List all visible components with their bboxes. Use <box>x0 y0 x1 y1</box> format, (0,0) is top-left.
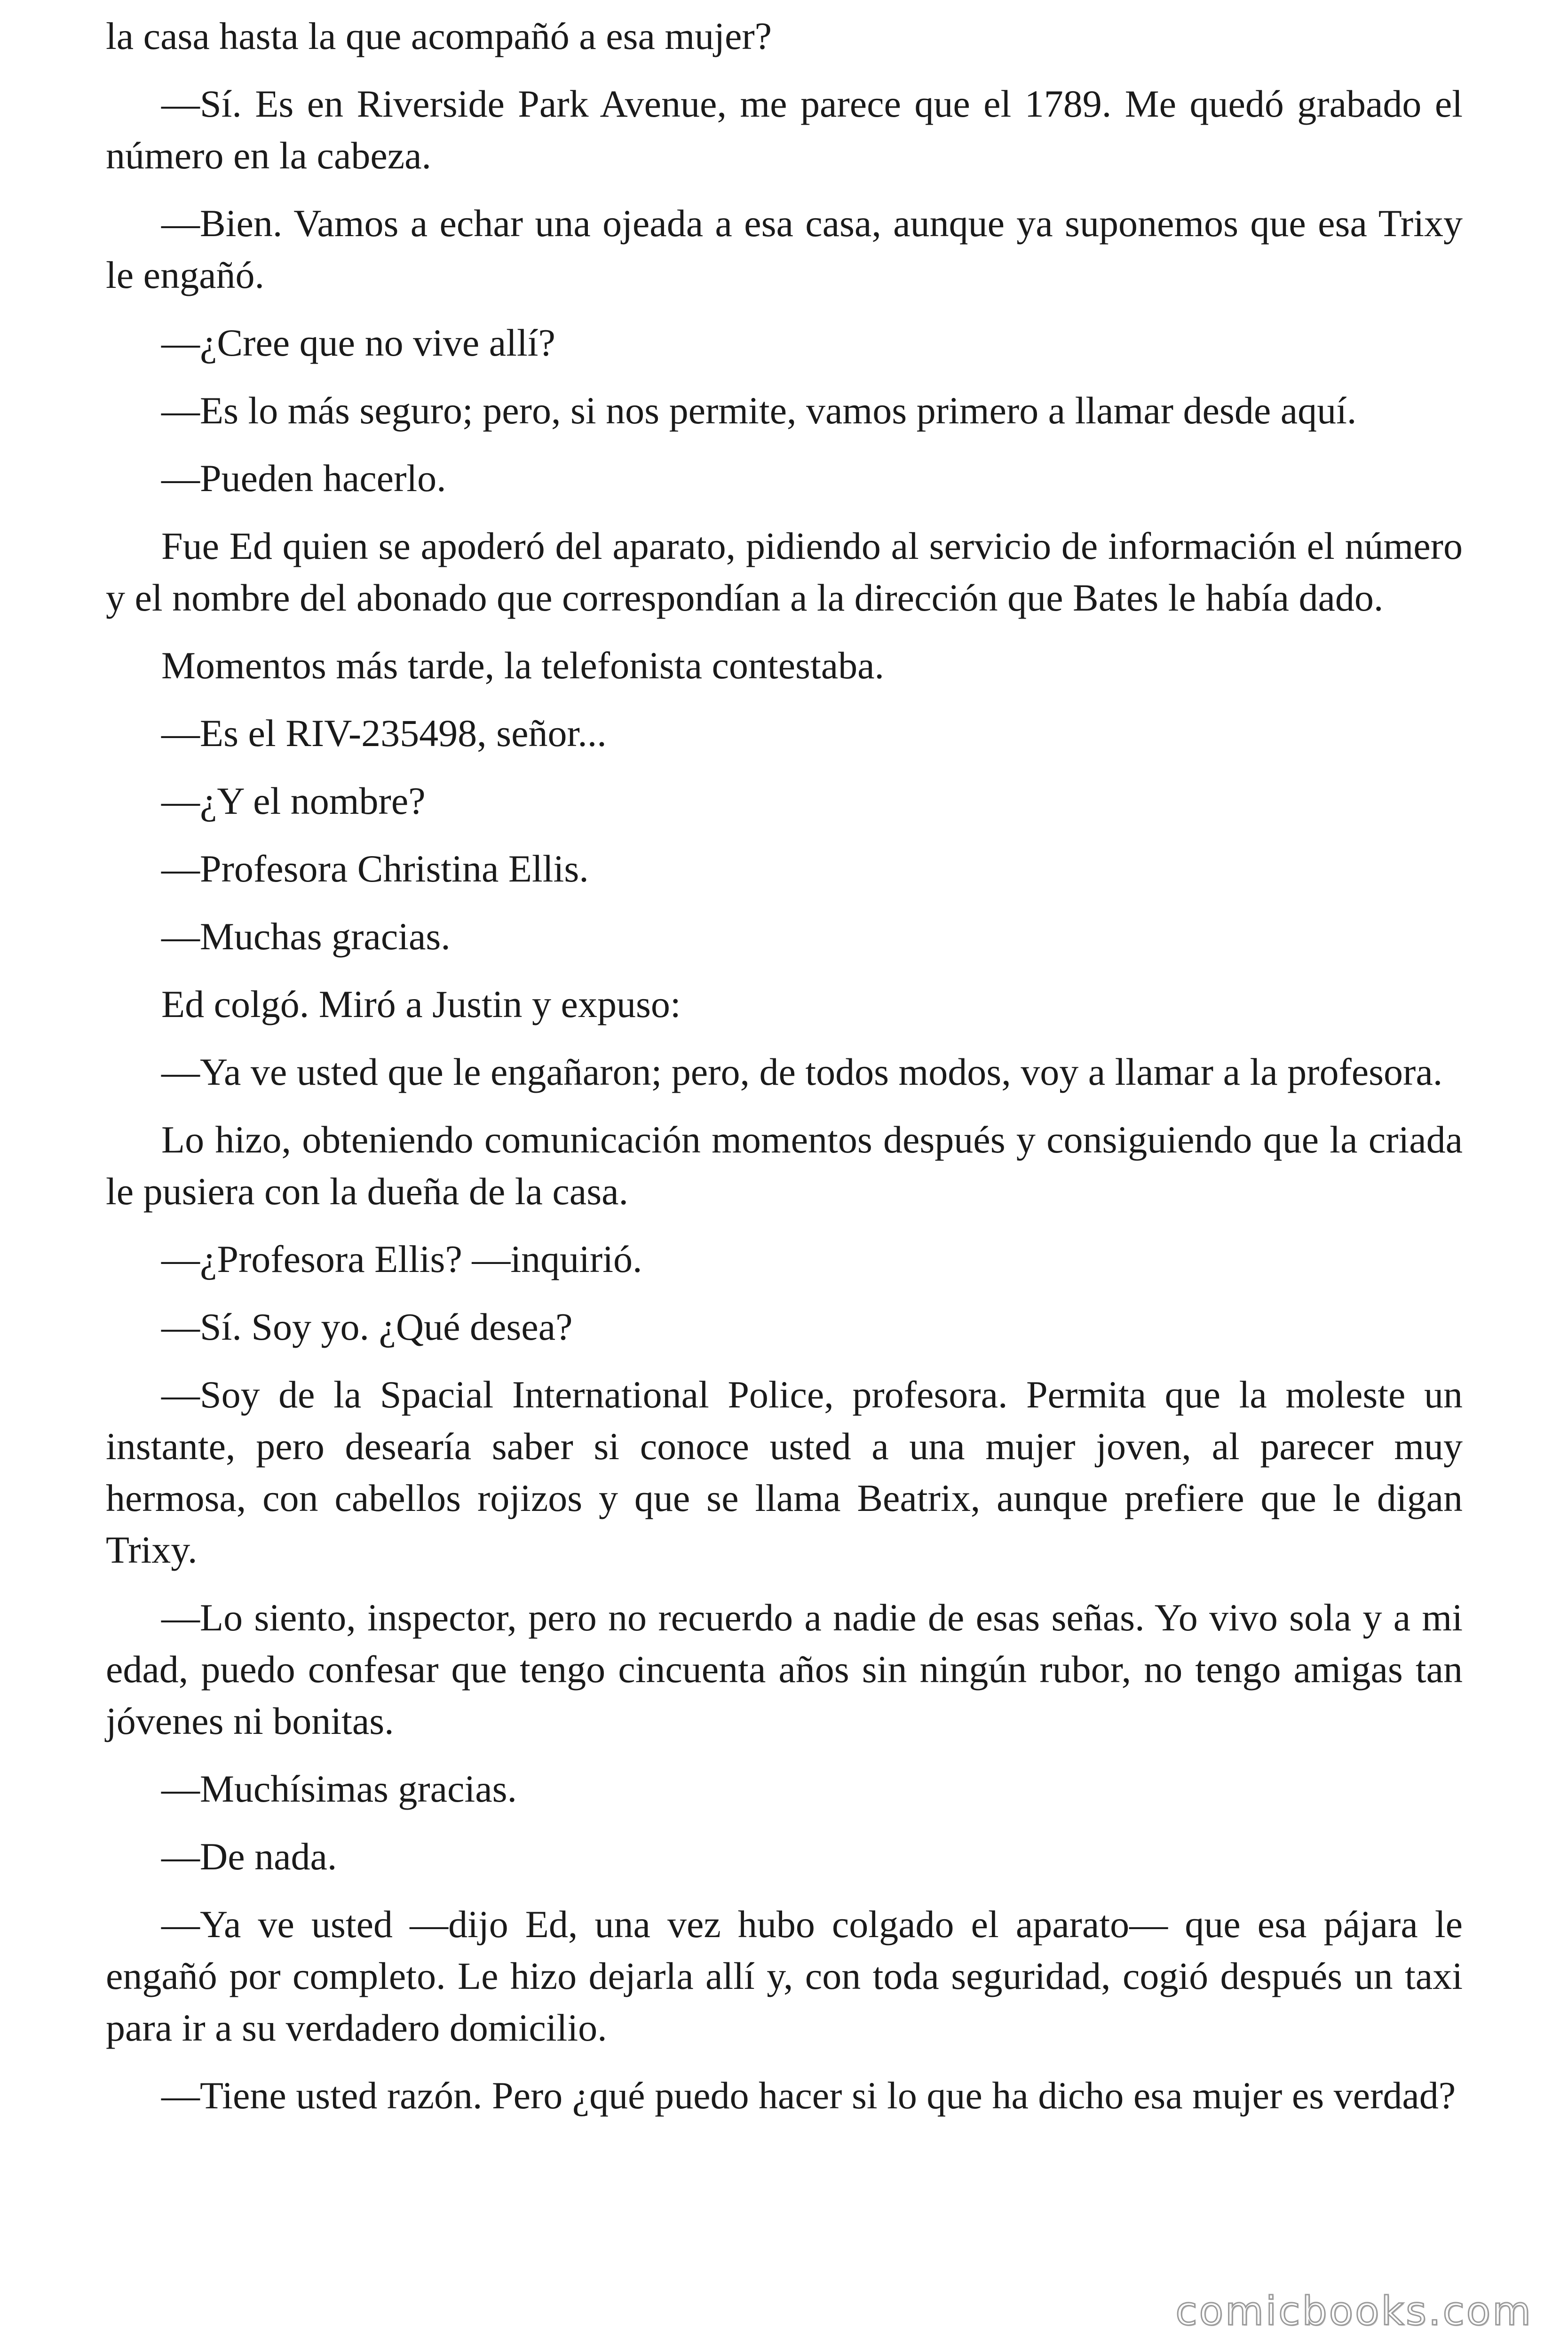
paragraph: —Soy de la Spacial International Police, profesora. Permita que la moleste un instante, pero desearía saber si conoce usted a una mujer joven, al parecer muy hermosa, con cabellos rojizos y que se llama Beatrix, aunque prefiere que le digan Trixy. <box>106 1373 1463 1571</box>
paragraph: —Ya ve usted —dijo Ed, una vez hubo colgado el aparato— que esa pájara le engañó por completo. Le hizo dejarla allí y, con toda seguridad, cogió después un taxi para ir a su verdadero domicilio. <box>106 1903 1463 2049</box>
paragraph: —Lo siento, inspector, pero no recuerdo a nadie de esas señas. Yo vivo sola y a mi edad, puedo confesar que tengo cincuenta años sin ningún rubor, no tengo amigas tan jóvenes ni bonitas. <box>106 1596 1463 1742</box>
watermark: comicbooks.com <box>1175 2288 1533 2334</box>
paragraph: —Es el RIV-235498, señor... <box>161 712 607 755</box>
paragraph: —Sí. Es en Riverside Park Avenue, me parece que el 1789. Me quedó grabado el número en la cabeza. <box>106 82 1463 177</box>
paragraph: la casa hasta la que acompañó a esa mujer? <box>106 15 772 57</box>
paragraph: —De nada. <box>161 1835 337 1878</box>
page-text <box>106 10 1463 2137</box>
paragraph: —Muchísimas gracias. <box>161 1767 517 1810</box>
paragraph: Ed colgó. Miró a Justin y expuso: <box>161 983 681 1025</box>
paragraph: —¿Cree que no vive allí? <box>161 321 555 364</box>
paragraph: —Es lo más seguro; pero, si nos permite, vamos primero a llamar desde aquí. <box>161 389 1357 432</box>
paragraph: Momentos más tarde, la telefonista contestaba. <box>161 644 885 687</box>
paragraph: —¿Profesora Ellis? —inquirió. <box>161 1238 642 1280</box>
paragraph: —Ya ve usted que le engañaron; pero, de todos modos, voy a llamar a la profesora. <box>161 1050 1443 1093</box>
paragraph: —Sí. Soy yo. ¿Qué desea? <box>161 1305 573 1348</box>
paragraph: Lo hizo, obteniendo comunicación momentos después y consiguiendo que la criada le pusiera con la dueña de la casa. <box>106 1118 1463 1213</box>
paragraph: —Profesora Christina Ellis. <box>161 847 589 890</box>
paragraph: Fue Ed quien se apoderó del aparato, pidiendo al servicio de información el número y el nombre del abonado que correspondían a la dirección que Bates le había dado. <box>106 524 1463 619</box>
paragraph: —Muchas gracias. <box>161 915 451 958</box>
paragraph: —¿Y el nombre? <box>161 779 426 822</box>
paragraph: —Tiene usted razón. Pero ¿qué puedo hacer si lo que ha dicho esa mujer es verdad? <box>161 2074 1456 2117</box>
paragraph: —Bien. Vamos a echar una ojeada a esa casa, aunque ya suponemos que esa Trixy le engañó. <box>106 202 1463 296</box>
paragraph: —Pueden hacerlo. <box>161 457 446 500</box>
